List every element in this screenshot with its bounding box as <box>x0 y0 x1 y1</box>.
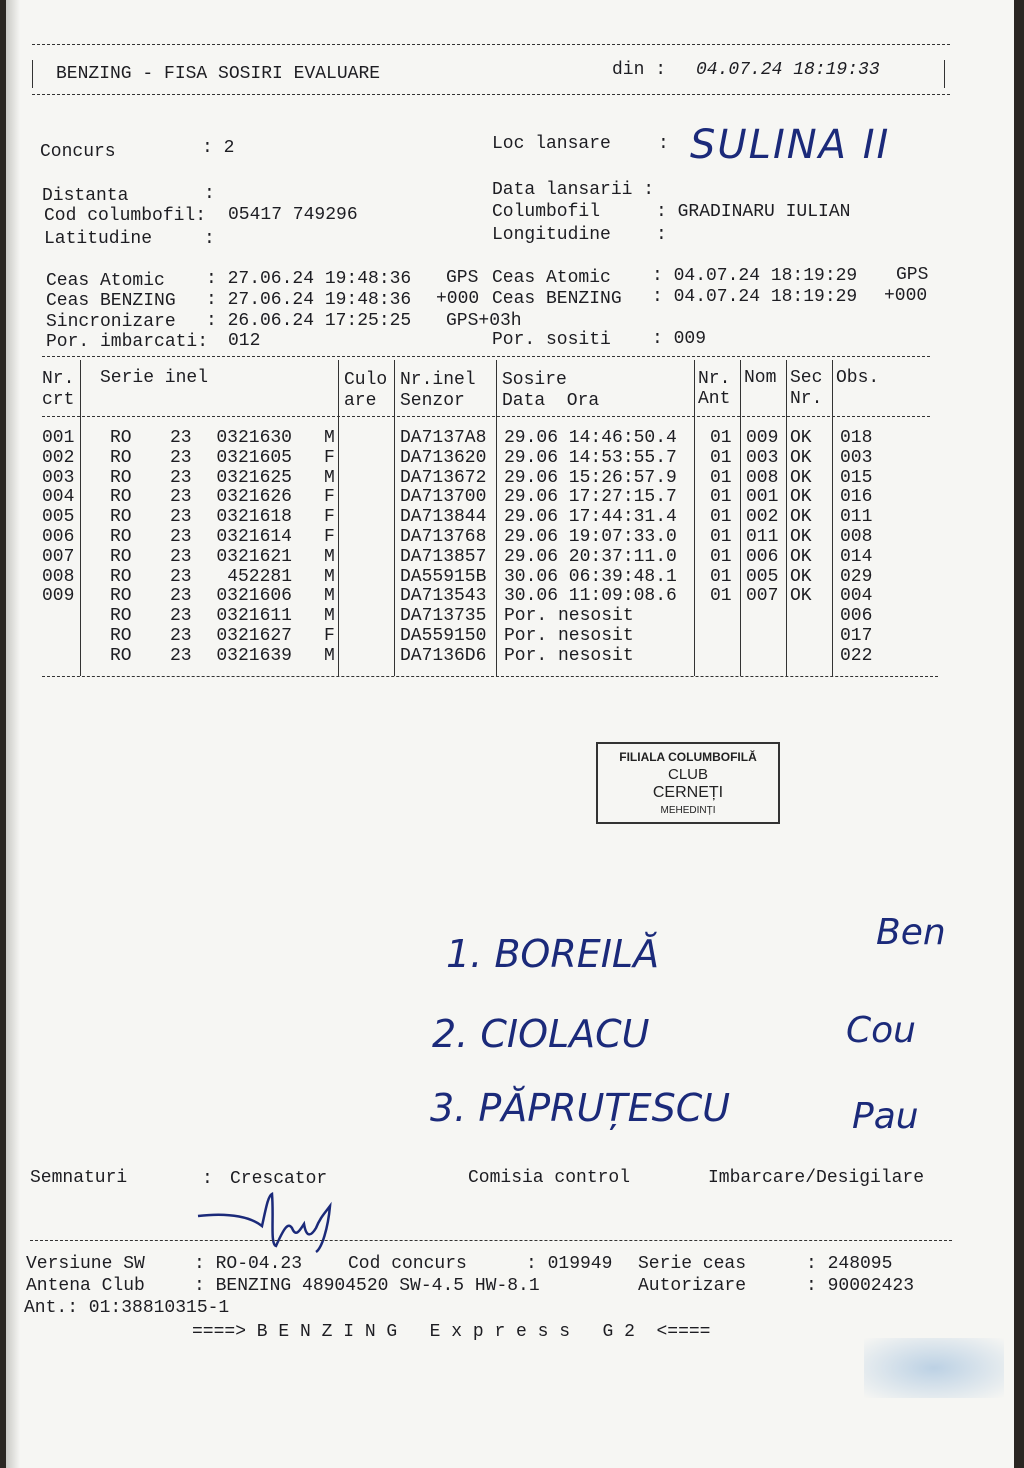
cell-obs: 006 <box>840 606 873 627</box>
cell-sex: M <box>324 586 335 607</box>
table-row <box>6 507 1006 527</box>
header-top-rule <box>32 44 950 45</box>
cell-sec: OK <box>790 566 812 587</box>
cell-nr: 009 <box>42 586 75 607</box>
cell-sex: M <box>324 428 335 448</box>
comisia-label: Comisia control <box>468 1168 631 1188</box>
cell-ant: 01 <box>710 467 732 488</box>
cell-inel: 0321627 <box>216 626 292 646</box>
cod-concurs-value: : 019949 <box>526 1254 613 1274</box>
ant-line: Ant.: 01:38810315-1 <box>24 1298 230 1318</box>
cell-nom: 006 <box>746 546 779 567</box>
cell-sosire: 29.06 14:53:55.7 <box>504 447 677 468</box>
cell-obs: 014 <box>840 546 873 567</box>
cell-sosire: 29.06 15:26:57.9 <box>504 467 677 488</box>
cell-tara: RO <box>110 566 132 587</box>
cell-ant: 01 <box>710 487 732 508</box>
committee-member-3: 3. PĂPRUȚESCU <box>430 1086 731 1130</box>
cell-senzor: DA559150 <box>400 626 487 646</box>
cell-nr: 005 <box>42 507 75 528</box>
committee-signature-2: Cou <box>846 1010 916 1051</box>
cell-sosire: 29.06 19:07:33.0 <box>504 527 677 547</box>
cell-sosire: Por. nesosit <box>504 626 634 646</box>
cell-senzor: DA713672 <box>400 467 487 488</box>
table-row <box>6 626 1006 646</box>
cell-tara: RO <box>110 428 132 448</box>
cell-nom: 002 <box>746 507 779 528</box>
cell-sosire: Por. nesosit <box>504 645 634 666</box>
committee-member-1: 1. BOREILĂ <box>446 932 660 976</box>
paper-edge <box>6 0 20 1468</box>
cell-nr: 001 <box>42 428 75 448</box>
cell-senzor: DA713768 <box>400 527 487 547</box>
cell-obs: 022 <box>840 645 873 666</box>
table-header-rule <box>42 416 930 417</box>
cell-inel: 0321621 <box>216 546 292 567</box>
cell-senzor: DA7137A8 <box>400 428 487 448</box>
cell-inel: 0321626 <box>216 487 292 508</box>
cell-an: 23 <box>170 447 192 468</box>
cell-sex: F <box>324 507 335 528</box>
cell-nom: 009 <box>746 428 779 448</box>
semnaturi-sep: : <box>202 1169 213 1189</box>
cell-senzor: DA713543 <box>400 586 487 607</box>
cell-obs: 004 <box>840 586 873 607</box>
document-title: BENZING - FISA SOSIRI EVALUARE <box>56 64 381 84</box>
stamp-line-3: CERNEȚI <box>652 784 724 801</box>
semnaturi-label: Semnaturi <box>30 1168 128 1188</box>
cell-sec: OK <box>790 527 812 547</box>
cell-sec: OK <box>790 586 812 607</box>
header-culo: Culo <box>344 370 388 390</box>
cell-nr: 006 <box>42 527 75 547</box>
cell-sec: OK <box>790 546 812 567</box>
cell-inel: 0321625 <box>216 467 292 488</box>
cell-ant: 01 <box>710 566 732 587</box>
cell-nr: 002 <box>42 447 75 468</box>
cell-tara: RO <box>110 467 132 488</box>
cod-concurs-label: Cod concurs <box>348 1254 467 1274</box>
cell-sosire: 30.06 06:39:48.1 <box>504 566 677 587</box>
header-nr: Nr. <box>42 369 75 389</box>
autorizare-value: : 90002423 <box>806 1276 915 1296</box>
header-nr-inel: Nr.inel <box>400 370 476 390</box>
cell-sec: OK <box>790 447 812 468</box>
table-row <box>6 606 1006 626</box>
header-data-ora: Data Ora <box>502 391 600 411</box>
cell-inel: 452281 <box>227 566 292 587</box>
cell-an: 23 <box>170 527 192 547</box>
header-left-bar <box>32 60 33 88</box>
table-row <box>6 428 1006 448</box>
cell-sex: M <box>324 546 335 567</box>
distanta-sep: : <box>204 184 215 204</box>
benzing-banner: ====> B E N Z I N G E x p r e s s G 2 <==== <box>192 1322 711 1342</box>
header-ant: Ant <box>698 389 731 409</box>
cell-tara: RO <box>110 527 132 547</box>
header-are: are <box>344 391 377 411</box>
stamp-line-2: CLUB <box>667 766 708 783</box>
header-sec-nr: Nr. <box>790 389 823 409</box>
cell-sex: F <box>324 527 335 547</box>
cod-columbofil-label: Cod columbofil: <box>44 206 207 226</box>
cell-tara: RO <box>110 626 132 646</box>
table-row <box>6 547 1006 567</box>
header-senzor: Senzor <box>400 391 465 411</box>
cell-inel: 0321639 <box>216 645 292 666</box>
cell-senzor: DA55915B <box>400 566 487 587</box>
cell-an: 23 <box>170 606 192 627</box>
cell-sosire: 30.06 11:09:08.6 <box>504 586 677 607</box>
cell-an: 23 <box>170 467 192 488</box>
cell-sex: M <box>324 566 335 587</box>
footer-rule <box>30 1240 952 1241</box>
cell-an: 23 <box>170 487 192 508</box>
cell-ant: 01 <box>710 428 732 448</box>
cell-sosire: 29.06 17:44:31.4 <box>504 507 677 528</box>
table-row <box>6 527 1006 547</box>
cell-an: 23 <box>170 566 192 587</box>
ink-smudge <box>864 1338 1004 1398</box>
latitudine-sep: : <box>204 229 215 249</box>
cell-ant: 01 <box>710 546 732 567</box>
table-row <box>6 468 1006 488</box>
cell-nom: 005 <box>746 566 779 587</box>
cell-tara: RO <box>110 447 132 468</box>
cell-senzor: DA7136D6 <box>400 645 487 666</box>
columbofil-value: : GRADINARU IULIAN <box>656 202 851 222</box>
cell-inel: 0321605 <box>216 447 292 468</box>
date-label: din : <box>612 60 667 80</box>
cell-an: 23 <box>170 546 192 567</box>
cell-obs: 029 <box>840 566 873 587</box>
cell-obs: 015 <box>840 467 873 488</box>
table-row <box>6 567 1006 587</box>
cell-an: 23 <box>170 586 192 607</box>
cell-an: 23 <box>170 645 192 666</box>
cell-ant: 01 <box>710 447 732 468</box>
stamp-line-4: MEHEDINȚI <box>660 805 716 816</box>
cell-ant: 01 <box>710 507 732 528</box>
cell-inel: 0321611 <box>216 606 292 627</box>
header-nr-ant: Nr. <box>698 369 731 389</box>
club-stamp <box>596 742 780 824</box>
header-sosire: Sosire <box>502 370 567 390</box>
cell-tara: RO <box>110 645 132 666</box>
longitudine-label: Longitudine <box>492 225 611 245</box>
cell-obs: 016 <box>840 487 873 508</box>
cell-inel: 0321618 <box>216 507 292 528</box>
cell-senzor: DA713735 <box>400 606 487 627</box>
serie-ceas-value: : 248095 <box>806 1254 893 1274</box>
table-bottom-rule <box>42 676 938 677</box>
signature-stroke <box>198 1194 330 1252</box>
header-nom: Nom <box>744 368 777 388</box>
distanta-label: Distanta <box>42 186 129 206</box>
versiune-value: : RO-04.23 <box>194 1254 303 1274</box>
cell-obs: 008 <box>840 527 873 547</box>
header-crt: crt <box>42 390 75 410</box>
header-obs: Obs. <box>836 368 880 388</box>
autorizare-label: Autorizare <box>638 1276 747 1296</box>
cell-sex: M <box>324 467 335 488</box>
header-bottom-rule <box>32 94 950 95</box>
cell-ant: 01 <box>710 527 732 547</box>
cell-senzor: DA713700 <box>400 487 487 508</box>
table-row <box>6 586 1006 606</box>
cell-sec: OK <box>790 428 812 448</box>
cell-nr: 004 <box>42 487 75 508</box>
committee-member-2: 2. CIOLACU <box>432 1012 650 1056</box>
cell-sec: OK <box>790 467 812 488</box>
cell-tara: RO <box>110 507 132 528</box>
table-row <box>6 646 1006 666</box>
cell-tara: RO <box>110 487 132 508</box>
cell-nr: 007 <box>42 546 75 567</box>
concurs-label: Concurs <box>40 142 116 162</box>
cell-obs: 017 <box>840 626 873 646</box>
cell-nom: 001 <box>746 487 779 508</box>
crescator-signature <box>192 1188 352 1258</box>
cell-obs: 011 <box>840 507 873 528</box>
cell-senzor: DA713844 <box>400 507 487 528</box>
loc-lansare-sep: : <box>658 134 669 154</box>
cell-nom: 003 <box>746 447 779 468</box>
cell-tara: RO <box>110 586 132 607</box>
cell-sex: F <box>324 487 335 508</box>
cell-obs: 003 <box>840 447 873 468</box>
committee-signature-1: Ben <box>876 912 946 953</box>
cell-inel: 0321614 <box>216 527 292 547</box>
table-row <box>6 448 1006 468</box>
cell-an: 23 <box>170 428 192 448</box>
cell-an: 23 <box>170 507 192 528</box>
cod-columbofil-value: 05417 749296 <box>228 205 358 225</box>
columbofil-label: Columbofil <box>492 202 601 222</box>
cell-senzor: DA713857 <box>400 546 487 567</box>
stamp-line-1: FILIALA COLUMBOFILĂ <box>619 750 757 764</box>
cell-sosire: 29.06 20:37:11.0 <box>504 546 677 567</box>
cell-nom: 008 <box>746 467 779 488</box>
cell-an: 23 <box>170 626 192 646</box>
date-value: 04.07.24 18:19:33 <box>696 60 880 80</box>
table-row <box>6 487 1006 507</box>
cell-sex: M <box>324 645 335 666</box>
cell-sosire: Por. nesosit <box>504 606 634 627</box>
cell-tara: RO <box>110 546 132 567</box>
cell-sosire: 29.06 17:27:15.7 <box>504 487 677 508</box>
serie-ceas-label: Serie ceas <box>638 1254 747 1274</box>
cell-tara: RO <box>110 606 132 627</box>
cell-sec: OK <box>790 507 812 528</box>
cell-sec: OK <box>790 487 812 508</box>
longitudine-sep: : <box>656 225 667 245</box>
receipt-paper: BENZING - FISA SOSIRI EVALUARE din : 04.07.24 18:19:33 Concurs : 2 Loc lansare : SULINA II Distanta : Cod columbofil: 05417 749296 Latitudine : Data lansarii : Columbofil : GRADINARU IULIAN Longitudine : Ceas Atomic : 27.06.24 19:48:36 GPS Ceas BENZING : 27.06.24 19:48:36 +000 Sincronizare : 26.06.24 17:25:25 GPS+03h Por. imbarcati: 012 Ceas Atomic : 04.07.24 18:19:29 GPS Ceas BENZING : 04.07.24 18:19:29 +000 Por. sositi : 009 Nr. crt Serie inel Culo are Nr.inel Senzor Sosire Data Ora Nr. Ant Nom Sec Nr. Obs. 001 RO 23 0321630 M DA7137A8 29.06 14:46:50.4 01 009 OK 018 002 RO 23 0321605 F DA713620 29.06 14:53:55.7 01 003 OK 003 003 RO 23 0321625 M DA713672 29.06 15:26:57.9 01 008 OK 015 004 RO 23 0321626 F DA713700 29.06 17:27:15.7 01 001 OK 016 005 RO 23 0321618 F DA713844 29.06 17:44:31.4 01 002 OK 011 006 RO 23 0321614 F DA713768 29.06 19:07:33.0 01 011 OK 008 007 RO 23 0321621 M DA713857 29.06 20:37:11.0 01 006 OK 014 008 RO 23 452281 M DA55915B 30.06 06:39:48.1 01 005 OK 029 009 RO 23 0321606 M DA713543 30.06 11:09:08.6 01 007 OK 004 RO 23 0321611 M DA713735 Por. nesosit 006 RO 23 0321627 F DA559150 Por. nesosit 017 RO 23 0321639 M DA7136D6 Por. nesosit 022 FILIALA COLUMBOFILĂ CLUB CERNEȚI MEHEDINȚI 1. BOREILĂ Ben 2. CIOLACU Cou 3. PĂPRUȚESCU Pau Semnaturi : Crescator Comisia control Imbarcare/Desigilare Versiune SW : RO-04.23 Cod concurs : 019949 Serie ceas : 248095 Antena Club : BENZING 48904520 SW-4.5 HW-8.1 Autorizare : 90002423 Ant.: 01:38810315-1 ====> B E N Z I N G E x p r e s s G 2 <==== <box>6 0 1014 1468</box>
header-serie-inel: Serie inel <box>100 368 209 388</box>
committee-signature-3: Pau <box>852 1096 919 1137</box>
cell-sex: F <box>324 626 335 646</box>
crescator-label: Crescator <box>230 1169 328 1189</box>
concurs-value: : 2 <box>202 138 235 158</box>
antena-value: : BENZING 48904520 SW-4.5 HW-8.1 <box>194 1276 540 1296</box>
cell-sosire: 29.06 14:46:50.4 <box>504 428 677 448</box>
cell-senzor: DA713620 <box>400 447 487 468</box>
latitudine-label: Latitudine <box>44 229 153 249</box>
cell-sex: F <box>324 447 335 468</box>
cell-nom: 007 <box>746 586 779 607</box>
table-top-rule <box>42 356 930 357</box>
antena-label: Antena Club <box>26 1276 145 1296</box>
header-sec: Sec <box>790 368 823 388</box>
cell-sex: M <box>324 606 335 627</box>
imbarcare-label: Imbarcare/Desigilare <box>708 1168 925 1188</box>
cell-inel: 0321630 <box>216 428 292 448</box>
versiune-label: Versiune SW <box>26 1254 145 1274</box>
loc-lansare-handwritten: SULINA II <box>690 122 891 168</box>
cell-ant: 01 <box>710 586 732 607</box>
cell-obs: 018 <box>840 428 873 448</box>
cell-nr: 003 <box>42 467 75 488</box>
cell-inel: 0321606 <box>216 586 292 607</box>
data-lansarii-label: Data lansarii : <box>492 180 655 200</box>
cell-nr: 008 <box>42 566 75 587</box>
header-right-bar <box>944 60 945 88</box>
loc-lansare-label: Loc lansare <box>492 134 611 154</box>
cell-nom: 011 <box>746 527 779 547</box>
